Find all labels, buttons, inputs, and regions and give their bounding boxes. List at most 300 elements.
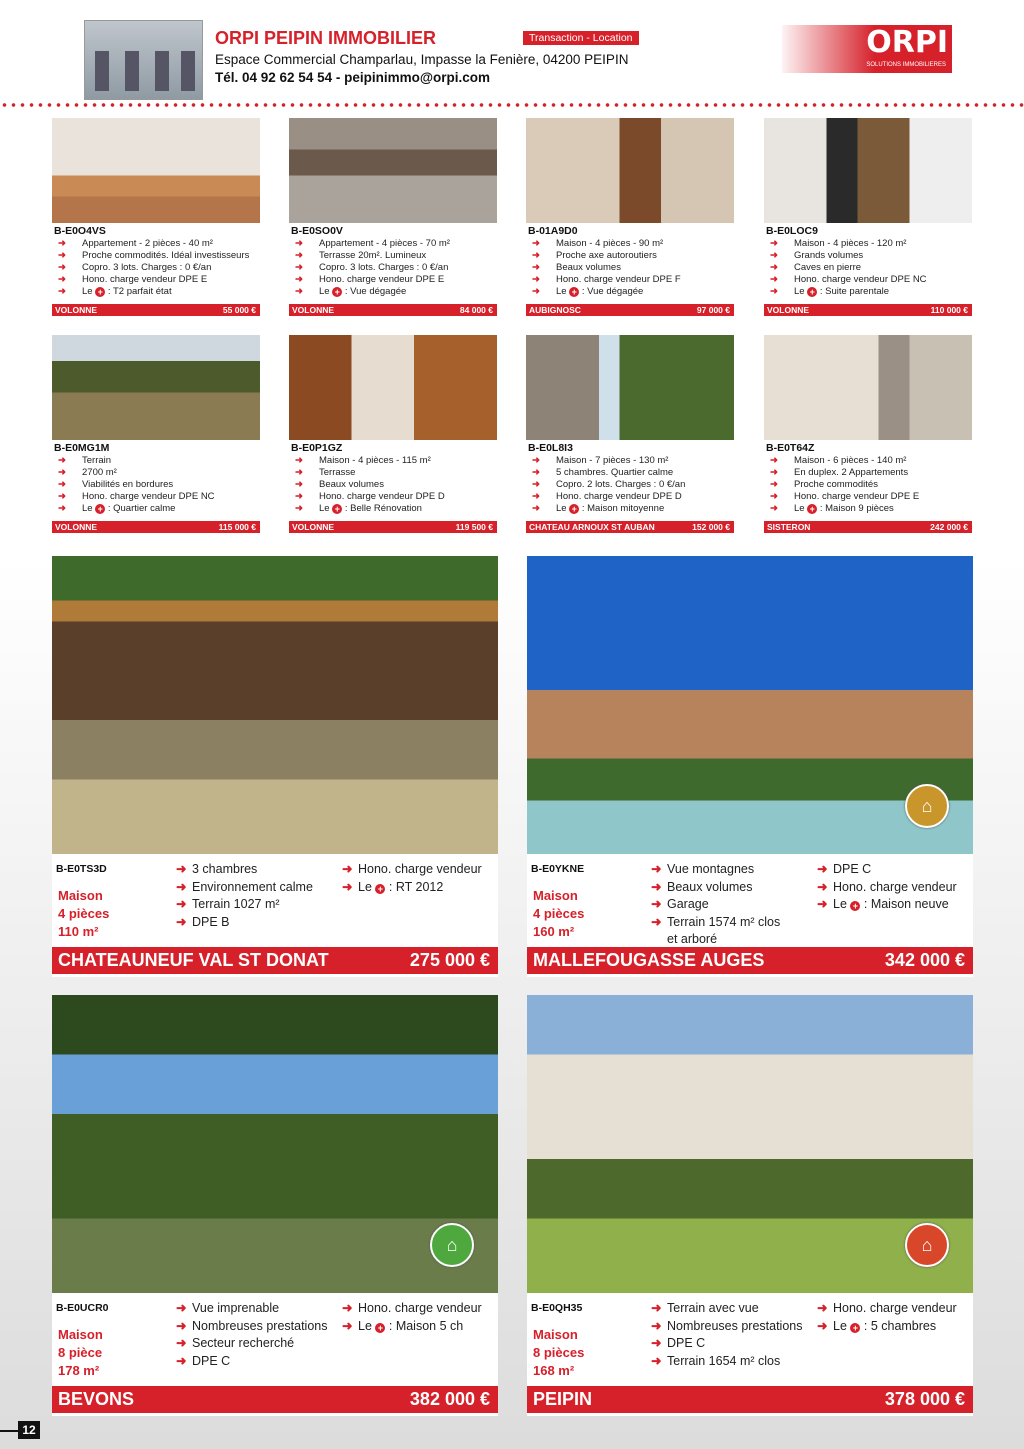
city-price-bar — [527, 1386, 973, 1413]
feature-item — [528, 491, 685, 503]
feature-item — [766, 250, 927, 262]
feature-text: 3 chambres — [192, 862, 258, 876]
plus-item — [54, 503, 215, 515]
featured-listing-card[interactable] — [52, 995, 498, 1416]
feature-list-left — [647, 1300, 802, 1370]
plus-item — [291, 503, 445, 515]
listing-price: 378 000 € — [884, 1389, 965, 1409]
city-price-bar — [52, 521, 260, 533]
plus-label: Le — [358, 1318, 372, 1333]
feature-item — [813, 861, 957, 879]
feature-text: Vue montagnes — [667, 862, 755, 876]
feature-item — [766, 467, 919, 479]
type-line: Maison — [58, 1327, 103, 1342]
feature-text: Copro. 3 lots. Charges : 0 €/an — [82, 262, 212, 273]
arrow-icon: ➜ — [295, 286, 303, 297]
arrow-icon: ➜ — [176, 879, 187, 894]
arrow-icon: ➜ — [532, 286, 540, 297]
listing-card[interactable] — [764, 118, 972, 333]
agency-contact: Tél. 04 92 62 54 54 - peipinimmo@orpi.com — [215, 70, 491, 85]
arrow-icon: ➜ — [176, 862, 187, 876]
listing-price: 84 000 € — [459, 305, 493, 315]
plus-label: Le — [82, 503, 93, 514]
feature-item — [291, 479, 445, 491]
feature-text: Maison - 7 pièces - 130 m² — [556, 455, 669, 466]
plus-label: Le — [833, 897, 847, 911]
feature-item — [172, 861, 313, 879]
listing-price: 382 000 € — [409, 1389, 490, 1409]
feature-text: Hono. charge vendeur — [358, 1301, 482, 1315]
photo-terrace — [289, 118, 497, 223]
arrow-icon: ➜ — [532, 250, 540, 261]
listing-city: VOLONNE — [767, 305, 810, 315]
arrow-icon: ➜ — [817, 862, 828, 876]
feature-text: Hono. charge vendeur DPE D — [319, 491, 445, 502]
arrow-icon: ➜ — [532, 491, 540, 502]
listing-price: 242 000 € — [930, 522, 968, 532]
feature-item — [647, 1318, 802, 1336]
type-line: 8 pièce — [58, 1345, 103, 1360]
feature-text: Terrasse 20m². Lumineux — [319, 250, 427, 261]
type-line: Maison — [533, 1327, 578, 1342]
plus-label: Le — [556, 286, 567, 297]
plus-label: Le — [319, 503, 330, 514]
feature-text: Terrasse — [319, 467, 356, 478]
feature-text: Hono. charge vendeur — [358, 862, 482, 876]
listing-ref: B-E0LOC9 — [766, 225, 818, 237]
listing-price: 152 000 € — [692, 522, 730, 532]
plus-icon: + — [95, 504, 105, 514]
arrow-icon: ➜ — [176, 1318, 187, 1333]
feature-item — [813, 1300, 957, 1318]
feature-list — [528, 455, 685, 515]
listing-card[interactable] — [289, 118, 497, 333]
arrow-icon: ➜ — [295, 467, 303, 478]
arrow-icon: ➜ — [295, 491, 303, 502]
feature-text: Beaux volumes — [667, 879, 753, 894]
feature-text: Maison - 4 pièces - 120 m² — [794, 238, 907, 249]
type-line: 178 m² — [58, 1363, 100, 1378]
photo-field — [52, 335, 260, 440]
arrow-icon: ➜ — [295, 238, 303, 249]
arrow-icon: ➜ — [817, 897, 828, 911]
listing-ref: B-E0O4VS — [54, 225, 106, 237]
feature-text: Terrain 1574 m² clos — [667, 914, 781, 929]
feature-item — [54, 274, 249, 286]
listing-price: 275 000 € — [409, 950, 490, 970]
plus-item — [338, 879, 482, 897]
listing-price: 110 000 € — [930, 305, 968, 315]
listing-card[interactable] — [526, 335, 734, 550]
feature-text: Maison - 6 pièces - 140 m² — [794, 455, 907, 466]
type-line: 168 m² — [533, 1363, 575, 1378]
listing-ref: B-E0YKNE — [531, 863, 585, 875]
feature-text: Beaux volumes — [556, 262, 621, 273]
page-number-rule — [0, 1430, 18, 1432]
plus-text: : 5 chambres — [863, 1318, 937, 1333]
feature-text: En duplex. 2 Appartements — [794, 467, 909, 478]
plus-label: Le — [358, 879, 372, 894]
listing-city: MALLEFOUGASSE AUGES — [533, 950, 765, 970]
photo-pergola — [52, 556, 498, 854]
plus-text: : Vue dégagée — [344, 286, 407, 297]
arrow-icon: ➜ — [342, 1318, 353, 1333]
feature-list-left — [172, 861, 313, 931]
feature-item — [291, 467, 445, 479]
feature-item — [647, 1353, 802, 1371]
listing-city: PEIPIN — [533, 1389, 593, 1409]
feature-item — [172, 1300, 327, 1318]
arrow-icon: ➜ — [770, 467, 778, 478]
logo-word: ORPI — [866, 25, 948, 60]
plus-icon: + — [332, 287, 342, 297]
feature-list — [54, 238, 249, 298]
arrow-icon: ➜ — [295, 262, 303, 273]
listing-ref: B-E0UCR0 — [56, 1302, 109, 1314]
listing-card[interactable] — [764, 335, 972, 550]
feature-item — [172, 1335, 327, 1353]
arrow-icon: ➜ — [532, 262, 540, 273]
arrow-icon: ➜ — [58, 250, 66, 261]
feature-text: Terrain avec vue — [667, 1301, 759, 1315]
listing-card[interactable] — [52, 118, 260, 333]
arrow-icon: ➜ — [770, 262, 778, 273]
arrow-icon: ➜ — [295, 455, 303, 466]
feature-text: 2700 m² — [82, 467, 117, 478]
feature-text: Copro. 3 lots. Charges : 0 €/an — [319, 262, 449, 273]
feature-item — [172, 879, 313, 897]
arrow-icon: ➜ — [295, 274, 303, 285]
feature-item — [766, 238, 927, 250]
plus-icon: + — [95, 287, 105, 297]
feature-text: Hono. charge vendeur DPE E — [794, 491, 920, 502]
feature-item — [172, 896, 313, 914]
logo-sub: SOLUTIONS IMMOBILIERES — [866, 62, 946, 68]
feature-item — [647, 861, 780, 879]
plus-label: Le — [833, 1318, 847, 1333]
arrow-icon: ➜ — [532, 274, 540, 285]
feature-item — [813, 879, 957, 897]
feature-item — [647, 931, 780, 949]
medal-red-house-icon: ⌂ — [905, 1223, 949, 1267]
listing-city: VOLONNE — [55, 522, 98, 532]
arrow-icon: ➜ — [532, 455, 540, 466]
plus-label: Le — [794, 503, 805, 514]
photo-kitchen — [52, 118, 260, 223]
plus-item — [813, 1318, 957, 1336]
feature-text: Vue imprenable — [192, 1301, 280, 1315]
arrow-icon: ➜ — [58, 274, 66, 285]
arrow-icon: ➜ — [770, 491, 778, 502]
feature-item — [54, 238, 249, 250]
featured-listing-card[interactable] — [52, 556, 498, 977]
listing-card[interactable] — [52, 335, 260, 550]
listing-city: CHATEAU ARNOUX ST AUBAN — [529, 522, 655, 532]
feature-item — [291, 262, 450, 274]
listing-ref: B-E0SO0V — [291, 225, 343, 237]
agency-storefront-photo — [84, 20, 203, 100]
arrow-icon: ➜ — [295, 479, 303, 490]
listing-ref: B-01A9D0 — [528, 225, 578, 237]
listing-city: VOLONNE — [292, 305, 335, 315]
listing-ref: B-E0MG1M — [54, 442, 110, 454]
feature-item — [528, 479, 685, 491]
feature-item — [172, 914, 313, 932]
feature-text: Terrain 1027 m² — [192, 897, 280, 911]
arrow-icon: ➜ — [295, 250, 303, 261]
arrow-icon: ➜ — [58, 503, 66, 514]
arrow-icon: ➜ — [817, 879, 828, 894]
listing-type — [58, 1326, 103, 1380]
plus-text: : Maison 5 ch — [388, 1318, 464, 1333]
type-line: 110 m² — [58, 924, 99, 939]
plus-text: : Maison neuve — [863, 897, 949, 911]
feature-list — [54, 455, 215, 515]
feature-text: Nombreuses prestations — [667, 1318, 803, 1333]
arrow-icon: ➜ — [58, 491, 66, 502]
feature-item — [291, 491, 445, 503]
feature-list-right — [338, 861, 482, 896]
city-price-bar — [289, 304, 497, 316]
transaction-badge: Transaction - Location — [523, 31, 639, 45]
photo-garden — [526, 335, 734, 440]
feature-item — [54, 262, 249, 274]
feature-item — [647, 896, 780, 914]
feature-item — [291, 274, 450, 286]
feature-text: Appartement - 2 pièces - 40 m² — [82, 238, 213, 249]
feature-item — [172, 1318, 327, 1336]
plus-item — [54, 286, 249, 298]
plus-text: : Belle Rénovation — [344, 503, 422, 514]
listing-type — [533, 1326, 584, 1380]
feature-text: Maison - 4 pièces - 90 m² — [556, 238, 664, 249]
feature-item — [528, 262, 681, 274]
feature-text: Environnement calme — [192, 879, 313, 894]
feature-item — [528, 250, 681, 262]
feature-item — [338, 1300, 482, 1318]
arrow-icon: ➜ — [58, 467, 66, 478]
arrow-icon: ➜ — [58, 238, 66, 249]
feature-text: Hono. charge vendeur — [833, 879, 957, 894]
feature-text: Hono. charge vendeur DPE E — [319, 274, 445, 285]
feature-text: Beaux volumes — [319, 479, 384, 490]
photo-fireplace — [764, 118, 972, 223]
feature-item — [528, 238, 681, 250]
feature-item — [291, 455, 445, 467]
arrow-icon: ➜ — [176, 1336, 187, 1350]
type-line: 4 pièces — [533, 906, 585, 921]
listing-price: 119 500 € — [455, 522, 493, 532]
arrow-icon: ➜ — [532, 238, 540, 249]
city-price-bar — [764, 521, 972, 533]
plus-item — [291, 286, 450, 298]
feature-text: Secteur recherché — [192, 1336, 295, 1350]
plus-item — [528, 503, 685, 515]
arrow-icon: ➜ — [651, 1336, 662, 1350]
plus-label: Le — [556, 503, 567, 514]
feature-text: Grands volumes — [794, 250, 864, 261]
arrow-icon: ➜ — [651, 914, 662, 929]
listing-price: 97 000 € — [696, 305, 730, 315]
orpi-logo — [782, 25, 952, 73]
arrow-icon: ➜ — [770, 455, 778, 466]
listing-type — [58, 887, 109, 941]
listing-price: 55 000 € — [222, 305, 256, 315]
plus-text: : T2 parfait état — [107, 286, 172, 297]
feature-text: Hono. charge vendeur DPE D — [556, 491, 682, 502]
feature-item — [647, 1335, 802, 1353]
feature-text: Appartement - 4 pièces - 70 m² — [319, 238, 450, 249]
plus-icon: + — [375, 884, 385, 894]
feature-text: DPE C — [667, 1336, 706, 1350]
arrow-icon: ➜ — [651, 1301, 662, 1315]
plus-item — [813, 896, 957, 914]
feature-item — [766, 274, 927, 286]
arrow-icon: ➜ — [770, 286, 778, 297]
dotted-divider — [0, 102, 1024, 108]
feature-text: Viabilités en bordures — [82, 479, 174, 490]
feature-item — [766, 479, 919, 491]
plus-item — [528, 286, 681, 298]
arrow-icon: ➜ — [817, 1301, 828, 1315]
arrow-icon: ➜ — [58, 286, 66, 297]
feature-text: Copro. 2 lots. Charges : 0 €/an — [556, 479, 686, 490]
feature-item — [54, 479, 215, 491]
feature-item — [528, 455, 685, 467]
medal-gold-house-icon: ⌂ — [905, 784, 949, 828]
arrow-icon: ➜ — [342, 1301, 353, 1315]
arrow-icon: ➜ — [295, 503, 303, 514]
feature-item — [528, 467, 685, 479]
arrow-icon: ➜ — [176, 1353, 187, 1368]
plus-icon: + — [850, 901, 860, 911]
arrow-icon: ➜ — [770, 479, 778, 490]
arrow-icon: ➜ — [770, 274, 778, 285]
feature-list — [528, 238, 681, 298]
feature-item — [528, 274, 681, 286]
feature-list-right — [813, 861, 957, 914]
listing-card[interactable] — [526, 118, 734, 333]
feature-text: Caves en pierre — [794, 262, 862, 273]
photo-door — [526, 118, 734, 223]
feature-item — [338, 861, 482, 879]
arrow-icon: ➜ — [651, 1353, 662, 1368]
feature-list — [291, 238, 450, 298]
feature-list — [291, 455, 445, 515]
city-price-bar — [52, 1386, 498, 1413]
arrow-icon: ➜ — [58, 479, 66, 490]
type-line: Maison — [533, 888, 578, 903]
plus-icon: + — [332, 504, 342, 514]
feature-item — [172, 1353, 327, 1371]
feature-list — [766, 455, 919, 515]
listing-city: VOLONNE — [292, 522, 335, 532]
feature-text: DPE B — [192, 914, 230, 929]
featured-listing-card[interactable] — [527, 995, 973, 1416]
feature-text: Maison - 4 pièces - 115 m² — [319, 455, 431, 466]
arrow-icon: ➜ — [651, 1318, 662, 1333]
city-price-bar — [526, 521, 734, 533]
plus-icon: + — [850, 1323, 860, 1333]
listing-ref: B-E0P1GZ — [291, 442, 343, 454]
feature-item — [291, 238, 450, 250]
feature-item — [647, 914, 780, 932]
plus-item — [338, 1318, 482, 1336]
feature-text: DPE C — [833, 862, 872, 876]
arrow-icon: ➜ — [770, 250, 778, 261]
feature-list-left — [172, 1300, 327, 1370]
feature-list-left — [647, 861, 780, 949]
plus-icon: + — [375, 1323, 385, 1333]
feature-text: et arboré — [667, 932, 718, 946]
type-line: 4 pièces — [58, 906, 110, 921]
photo-facade — [764, 335, 972, 440]
feature-text: Hono. charge vendeur DPE F — [556, 274, 681, 285]
feature-item — [54, 455, 215, 467]
arrow-icon: ➜ — [342, 879, 353, 894]
plus-icon: + — [807, 287, 817, 297]
listing-city: VOLONNE — [55, 305, 98, 315]
plus-icon: + — [569, 504, 579, 514]
listing-card[interactable] — [289, 335, 497, 550]
arrow-icon: ➜ — [58, 455, 66, 466]
feature-list-right — [338, 1300, 482, 1335]
listing-ref: B-E0T64Z — [766, 442, 815, 454]
feature-item — [54, 491, 215, 503]
feature-text: Terrain — [82, 455, 112, 466]
arrow-icon: ➜ — [532, 503, 540, 514]
agency-address: Espace Commercial Champarlau, Impasse la Fenière, 04200 PEIPIN — [215, 52, 629, 67]
feature-text: DPE C — [192, 1353, 231, 1368]
plus-text: : RT 2012 — [388, 879, 444, 894]
feature-text: Proche commodités — [794, 479, 878, 490]
arrow-icon: ➜ — [58, 262, 66, 273]
plus-item — [766, 503, 919, 515]
feature-item — [766, 262, 927, 274]
listing-ref: B-E0L8I3 — [528, 442, 573, 454]
arrow-icon: ➜ — [817, 1318, 828, 1333]
feature-item — [766, 491, 919, 503]
feature-text: Hono. charge vendeur DPE NC — [82, 491, 215, 502]
plus-text: : Vue dégagée — [581, 286, 644, 297]
page-number: 12 — [18, 1421, 40, 1439]
feature-list-right — [813, 1300, 957, 1335]
medal-green-house-icon: ⌂ — [430, 1223, 474, 1267]
arrow-icon: ➜ — [342, 862, 353, 876]
feature-text: Terrain 1654 m² clos — [667, 1353, 781, 1368]
arrow-icon: ➜ — [176, 1301, 187, 1315]
city-price-bar — [289, 521, 497, 533]
plus-label: Le — [319, 286, 330, 297]
feature-list — [766, 238, 927, 298]
agency-name: ORPI PEIPIN IMMOBILIER — [215, 28, 437, 48]
feature-text: Proche commodités. Idéal investisseurs — [82, 250, 250, 261]
listing-city: AUBIGNOSC — [529, 305, 581, 315]
featured-listing-card[interactable] — [527, 556, 973, 977]
plus-text: : Suite parentale — [819, 286, 890, 297]
feature-item — [54, 467, 215, 479]
feature-text: 5 chambres. Quartier calme — [556, 467, 674, 478]
arrow-icon: ➜ — [651, 897, 662, 911]
city-price-bar — [52, 947, 498, 974]
arrow-icon: ➜ — [770, 503, 778, 514]
feature-item — [54, 250, 249, 262]
listing-price: 342 000 € — [884, 950, 965, 970]
listing-city: SISTERON — [767, 522, 811, 532]
listing-city: BEVONS — [58, 1389, 135, 1409]
plus-item — [766, 286, 927, 298]
feature-item — [647, 1300, 802, 1318]
